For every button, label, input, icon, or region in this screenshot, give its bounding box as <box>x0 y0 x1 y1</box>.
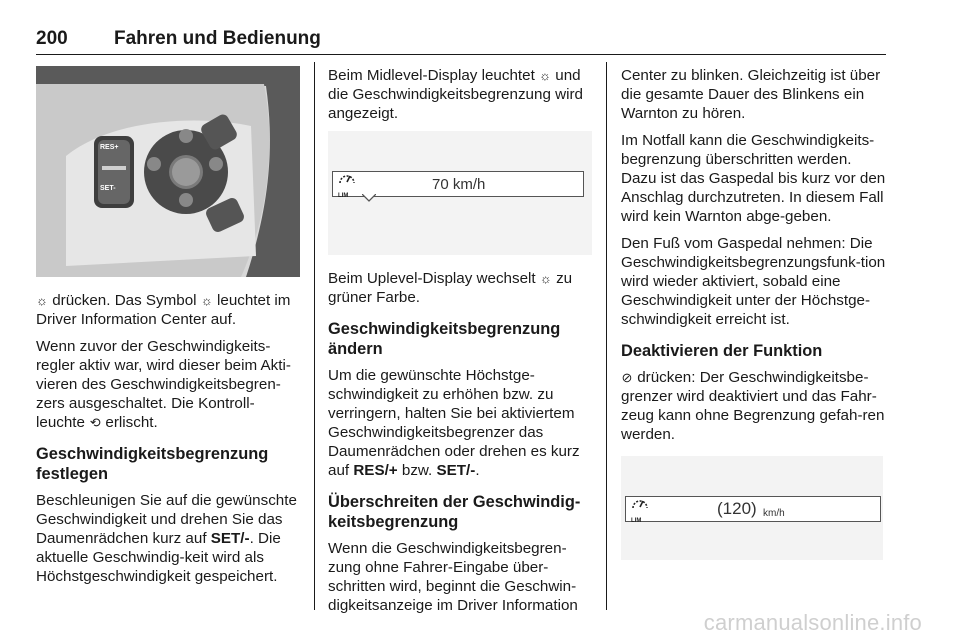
speed-limiter-icon: ☼ <box>200 293 213 308</box>
col3-paragraph-1: Center zu blinken. Gleichzeitig ist über die gesamte Dauer des Blinkens ein Warnton zu hören. <box>621 67 881 122</box>
col2-heading-1: Geschwindigkeitsbegrenzung ändern <box>328 320 561 358</box>
exceeded-display-figure <box>621 456 883 560</box>
midlevel-display-figure <box>328 131 592 255</box>
speed-readout: (120) <box>717 499 757 518</box>
col3-paragraph-4: ⊘ drücken: Der Geschwindigkeitsbe-grenzer wird deaktiviert und das Fahr-zeug kann ohne Begrenzung gefah-ren werden. <box>621 369 885 443</box>
col3-paragraph-3: Den Fuß vom Gaspedal nehmen: Die Geschwindigkeitsbegrenzungsfunk-tion wird wieder aktiviert, sobald eine Geschwindigkeit unter der Höchstge-schwindigkeit erreicht ist. <box>621 235 886 328</box>
display-pointer <box>362 194 376 202</box>
col1-paragraph-2: Wenn zuvor der Geschwindigkeits-regler aktiv war, wird dieser beim Akti-vieren des Geschwindigkeitsbegren-zers ausgeschaltet. Die Kontroll-leuchte ⟲ erlischt. <box>36 338 291 431</box>
col2-paragraph-2: Beim Uplevel-Display wechselt ☼ zu grüner Farbe. <box>328 270 573 306</box>
col2-paragraph-4: Wenn die Geschwindigkeitsbegren-zung ohne Fahrer-Eingabe über-schritten wird, beginnt die Geschwin-digkeitsanzeige im Driver Information <box>328 540 578 614</box>
col1-paragraph-3: Beschleunigen Sie auf die gewünschte Geschwindigkeit und drehen Sie das Daumenrädchen kurz auf SET/-. Die aktuelle Geschwindig-keit wird als Höchstgeschwindigkeit gespeichert. <box>36 492 297 585</box>
speed-limiter-icon: ☼ <box>36 293 48 308</box>
col2-paragraph-3: Um die gewünschte Höchstge-schwindigkeit zu erhöhen bzw. zu verringern, halten Sie bei aktiviertem Geschwindigkeitsbegrenzer das Daumenrädchen oder drehen es kurz auf RES/+ bzw. SET/-. <box>328 367 580 479</box>
speed-limiter-icon: ☼ <box>539 271 552 286</box>
column-1 <box>36 66 302 594</box>
speed-limiter-icon <box>338 171 356 185</box>
column-divider-1 <box>314 62 315 610</box>
speed-limiter-icon <box>631 496 649 510</box>
col2-paragraph-1: Beim Midlevel-Display leuchtet ☼ und die Geschwindigkeitsbegrenzung wird angezeigt. <box>328 67 583 122</box>
steering-wheel-figure <box>36 66 300 277</box>
col3-paragraph-2: Im Notfall kann die Geschwindigkeits-begrenzung überschritten werden. Dazu ist das Gaspedal bis kurz vor den Anschlag durchzutreten. In diesem Fall wird kein Warnton abge-geben. <box>621 132 886 225</box>
column-2 <box>328 66 594 623</box>
lim-label: LIM <box>338 193 349 199</box>
lim-label: LIM <box>631 518 642 524</box>
col1-heading: Geschwindigkeitsbegrenzung festlegen <box>36 445 269 483</box>
column-divider-2 <box>606 62 607 610</box>
set-label: SET- <box>100 185 116 192</box>
limiter-off-icon: ⊘ <box>621 370 633 385</box>
res-label: RES+ <box>100 144 119 151</box>
speed-unit: km/h <box>763 508 785 519</box>
speed-readout: 70 km/h <box>432 176 486 193</box>
footer-watermark: carmanualsonline.info <box>703 610 922 635</box>
cruise-control-icon: ⟲ <box>89 415 101 430</box>
speed-limiter-icon: ☼ <box>539 68 551 83</box>
steering-wheel-illustration <box>36 66 300 277</box>
col2-heading-2: Überschreiten der Geschwindig-keitsbegrenzung <box>328 493 581 531</box>
col1-paragraph-1: ☼ drücken. Das Symbol ☼ leuchtet im Driver Information Center auf. <box>36 292 291 328</box>
chapter-title: Fahren und Bedienung <box>114 28 321 49</box>
col3-heading: Deaktivieren der Funktion <box>621 342 823 360</box>
page-number: 200 <box>36 28 68 49</box>
column-3 <box>621 66 889 560</box>
header-rule <box>36 54 886 55</box>
